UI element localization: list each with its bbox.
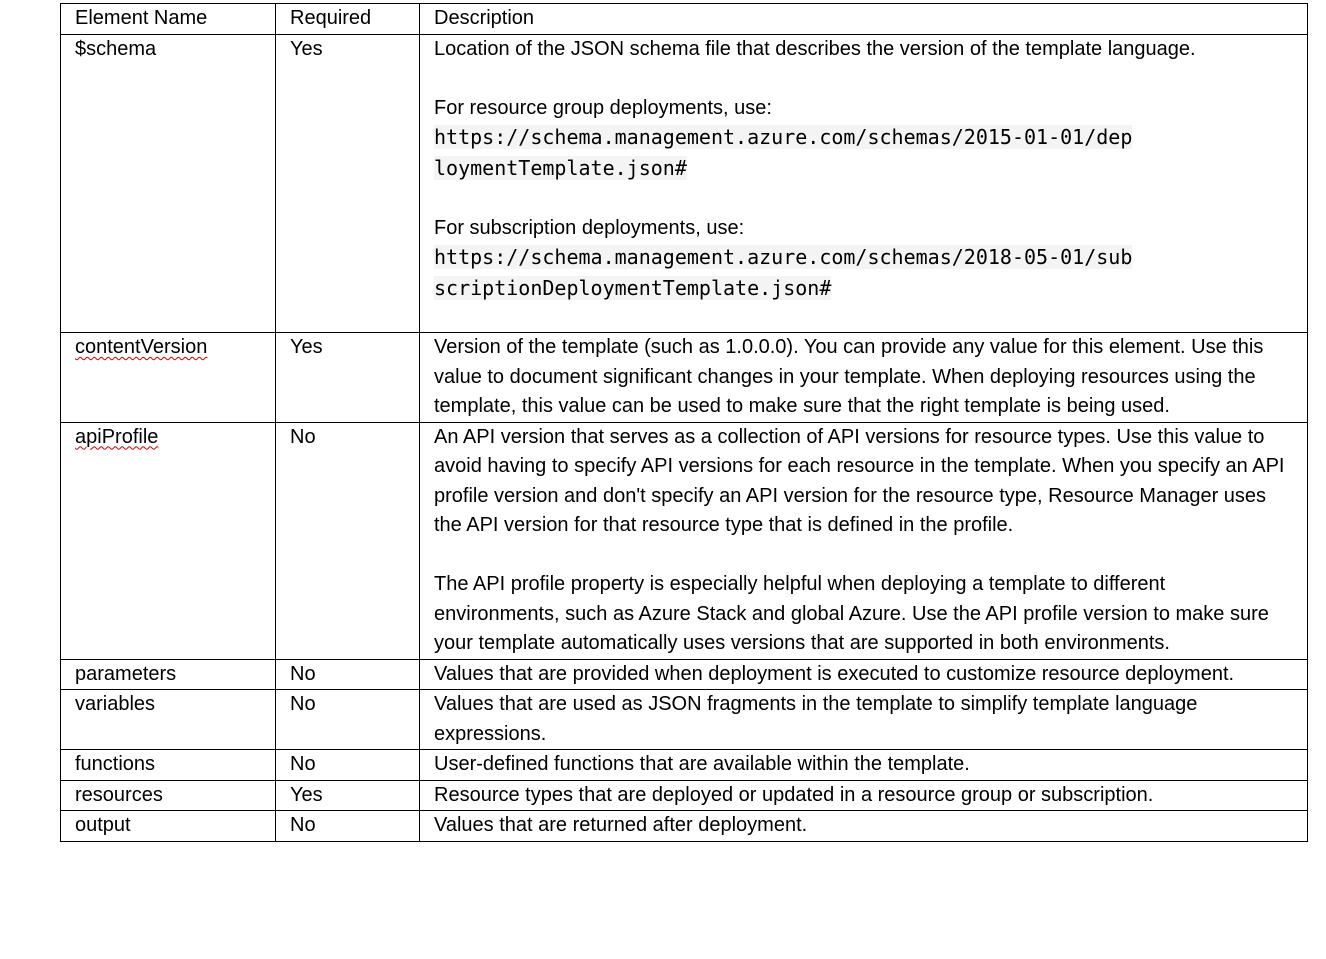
element-name-cell: parameters — [61, 659, 276, 690]
header-element-name: Element Name — [61, 4, 276, 35]
table-row — [61, 780, 1308, 811]
description-text: Location of the JSON schema file that describes the version of the template language. — [434, 37, 1196, 60]
element-name-cell: functions — [61, 750, 276, 781]
description-cell: Values that are provided when deployment is executed to customize resource deployment. — [420, 659, 1308, 690]
required-cell: No — [276, 690, 420, 750]
table-row — [61, 659, 1308, 690]
table-row — [61, 750, 1308, 781]
code-schema-url: https://schema.management.azure.com/schemas/2018-05-01/subscriptionDeploymentTemplate.json# — [434, 245, 1133, 300]
element-name-cell — [61, 333, 276, 423]
description-text: An API version that serves as a collection of API versions for resource types. Use this value to avoid having to specify API versions for each resource in the template. When you specify an API profile version and don't specify an API version for the resource type, Resource Manager uses the API version for that resource type that is defined in the profile. — [434, 425, 1285, 536]
required-cell: No — [276, 750, 420, 781]
spellcheck-word: contentVersion — [75, 336, 208, 358]
required-cell: No — [276, 811, 420, 842]
description-cell — [420, 422, 1308, 659]
code-schema-url: https://schema.management.azure.com/schemas/2015-01-01/deploymentTemplate.json# — [434, 125, 1133, 180]
header-description: Description — [420, 4, 1308, 35]
required-cell: Yes — [276, 333, 420, 423]
element-name-cell: resources — [61, 780, 276, 811]
description-cell: Values that are returned after deployment. — [420, 811, 1308, 842]
description-cell — [420, 34, 1308, 333]
spellcheck-word: apiProfile — [75, 425, 159, 448]
required-cell: Yes — [276, 780, 420, 811]
description-cell: Version of the template (such as 1.0.0.0). You can provide any value for this element. Use this value to document significant changes in your template. When deploying resources using the template, this value can be used to make sure that the right template is being used. — [420, 333, 1308, 423]
header-required: Required — [276, 4, 420, 35]
element-name-cell: output — [61, 811, 276, 842]
required-cell: No — [276, 659, 420, 690]
header-row — [61, 4, 1308, 35]
table-row — [61, 422, 1308, 659]
element-name-cell: $schema — [61, 34, 276, 333]
description-cell: Resource types that are deployed or updated in a resource group or subscription. — [420, 780, 1308, 811]
table-row — [61, 811, 1308, 842]
description-text: For resource group deployments, use: — [434, 96, 772, 119]
template-elements-table — [60, 3, 1308, 842]
description-text: The API profile property is especially helpful when deploying a template to different environments, such as Azure Stack and global Azure. Use the API profile version to make sure your template automatically uses versions that are supported in both environments. — [434, 573, 1269, 654]
element-name-cell: variables — [61, 690, 276, 750]
description-cell: User-defined functions that are available within the template. — [420, 750, 1308, 781]
required-cell: Yes — [276, 34, 420, 333]
element-name-cell — [61, 422, 276, 659]
table-row — [61, 34, 1308, 333]
table-row — [61, 333, 1308, 423]
description-cell: Values that are used as JSON fragments in the template to simplify template language expressions. — [420, 690, 1308, 750]
table-row — [61, 690, 1308, 750]
required-cell: No — [276, 422, 420, 659]
description-text: For subscription deployments, use: — [434, 216, 745, 239]
